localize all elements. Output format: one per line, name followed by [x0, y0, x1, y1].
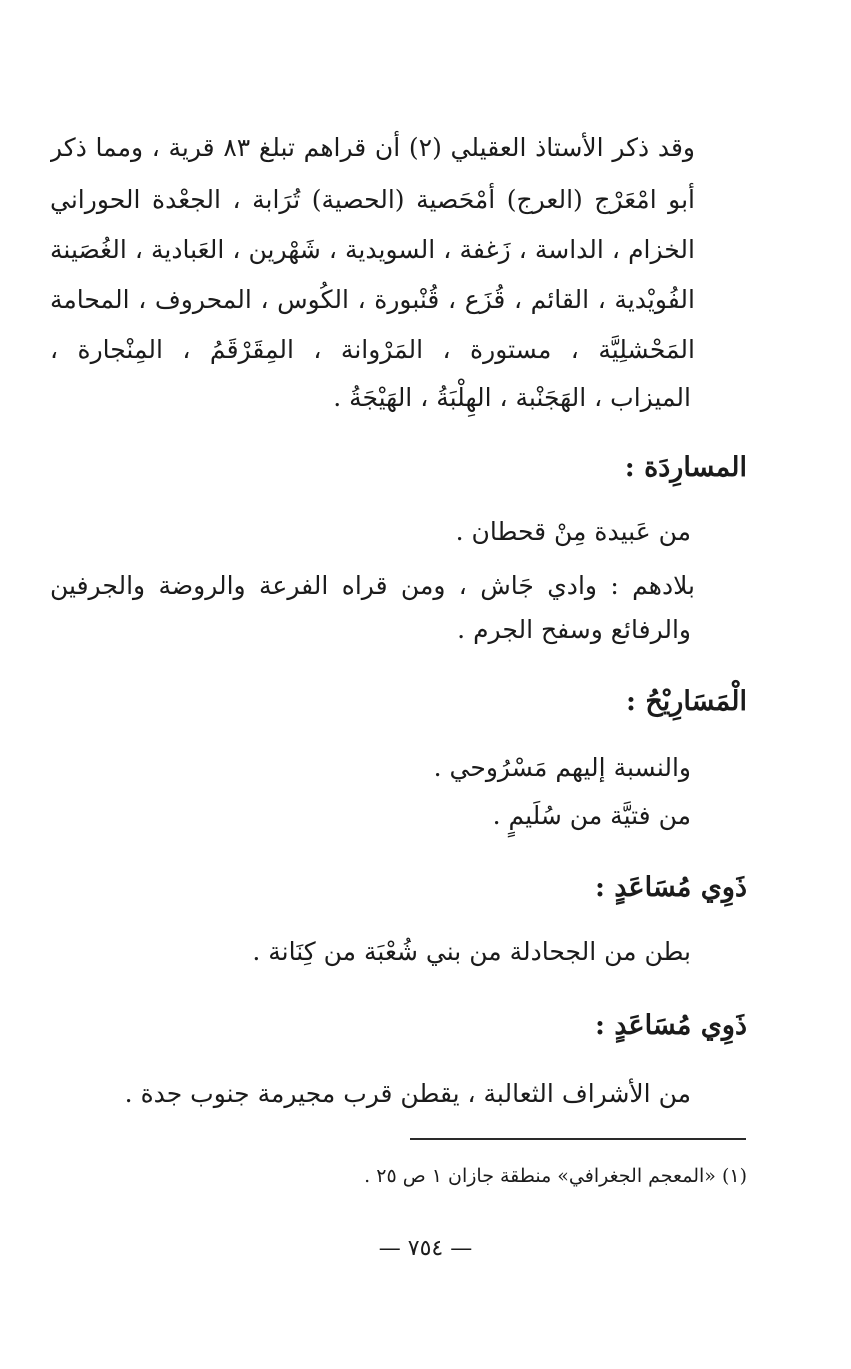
- section-text-line: من فتيَّة من سُلَيمٍ .: [492, 801, 691, 830]
- intro-line-2: أبو امْعَرْج (العرج) أمْحَصية (الحصية) تُرَابة ، الجعْدة الحوراني: [50, 185, 695, 214]
- intro-line-1: وقد ذكر الأستاذ العقيلي (٢) أن قراهم تبلغ ٨٣ قرية ، ومما ذكر: [50, 133, 695, 162]
- section-text-line: من عَبيدة مِنْ قحطان .: [455, 517, 691, 546]
- section-text-line: بلادهم : وادي جَاش ، ومن قراه الفرعة والروضة والجرفين: [50, 571, 695, 600]
- intro-line-6: الميزاب ، الهَجَنْبة ، الهِلْبَةُ ، الهَيْجَةُ .: [333, 383, 691, 412]
- footnote: (١) «المعجم الجغرافي» منطقة جازان ١ ص ٢٥ .: [364, 1165, 747, 1187]
- section-heading-dhawi-musaid-2: ذَوِي مُسَاعَدٍ :: [594, 1010, 747, 1041]
- section-heading-dhawi-musaid-1: ذَوِي مُسَاعَدٍ :: [594, 872, 747, 903]
- page-number: — ٧٥٤ —: [378, 1236, 473, 1261]
- section-heading-masarida: المسارِدَة :: [624, 452, 747, 483]
- section-text-line: والنسبة إليهم مَسْرُوحي .: [433, 753, 691, 782]
- section-heading-masarih: الْمَسَارِيْحُ :: [626, 686, 747, 717]
- footnote-divider: [410, 1138, 746, 1140]
- section-text-line: من الأشراف الثعالبة ، يقطن قرب مجيرمة جنوب جدة .: [124, 1079, 691, 1108]
- section-text-line: والرفائع وسفح الجرم .: [457, 615, 691, 644]
- section-text-line: بطن من الجحادلة من بني شُعْبَة من كِنَانة .: [252, 937, 691, 966]
- intro-line-4: الفُويْدية ، القائم ، قُزَع ، قُنْبورة ، الكُوس ، المحروف ، المحامة: [50, 285, 695, 314]
- intro-line-3: الخزام ، الداسة ، زَغفة ، السويدية ، شَهْرين ، العَبادية ، الغُصَينة: [50, 235, 695, 264]
- intro-line-5: المَحْشلِيَّة ، مستورة ، المَرْوانة ، المِقَرْقَمُ ، المِنْجارة ،: [50, 335, 695, 364]
